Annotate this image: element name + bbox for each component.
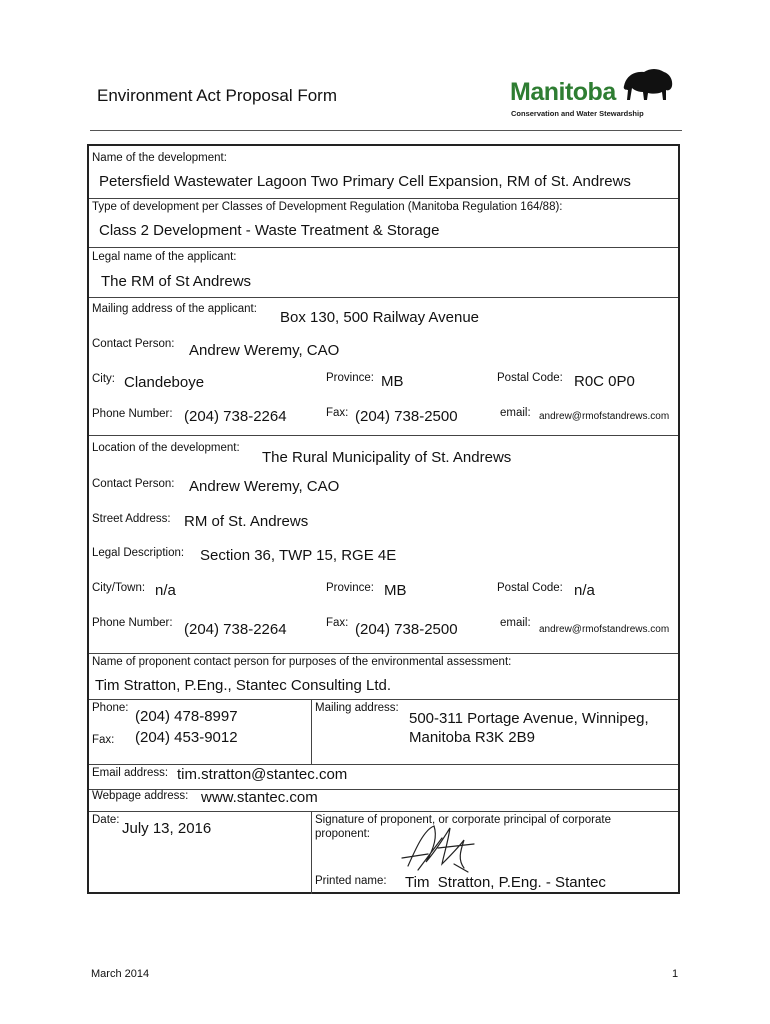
applicant-province-value[interactable]: MB	[381, 373, 404, 390]
applicant-city-label: City:	[92, 373, 115, 385]
proponent-fax-label: Fax:	[92, 734, 115, 746]
proponent-mailing-label: Mailing address:	[315, 702, 399, 714]
location-postal-value[interactable]: n/a	[574, 582, 595, 599]
development-name-label: Name of the development:	[92, 152, 227, 164]
proponent-date-label: Date:	[92, 814, 120, 826]
development-type-label: Type of development per Classes of Development Regulation (Manitoba Regulation 164/88):	[92, 201, 563, 213]
page-title: Environment Act Proposal Form	[97, 86, 337, 105]
development-name-value[interactable]: Petersfield Wastewater Lagoon Two Primary Cell Expansion, RM of St. Andrews	[99, 173, 631, 190]
location-province-label: Province:	[326, 582, 374, 594]
applicant-email-value[interactable]: andrew@rmofstandrews.com	[539, 411, 670, 422]
location-label: Location of the development:	[92, 442, 240, 454]
location-postal-label: Postal Code:	[497, 582, 563, 594]
location-phone-label: Phone Number:	[92, 617, 173, 629]
signature-label-line1: Signature of proponent, or corporate principal of corporate	[315, 814, 611, 826]
applicant-phone-label: Phone Number:	[92, 408, 173, 420]
proponent-email-label: Email address:	[92, 767, 169, 779]
applicant-contact-label: Contact Person:	[92, 338, 175, 350]
proponent-mailing-line2[interactable]: Manitoba R3K 2B9	[409, 729, 535, 746]
applicant-fax-value[interactable]: (204) 738-2500	[355, 408, 458, 425]
proponent-date-value[interactable]: July 13, 2016	[122, 820, 212, 837]
location-legal-desc-label: Legal Description:	[92, 547, 185, 559]
location-province-value[interactable]: MB	[384, 582, 407, 599]
applicant-mailing-label: Mailing address of the applicant:	[92, 303, 257, 315]
location-phone-value[interactable]: (204) 738-2264	[184, 621, 287, 638]
bison-logo-icon	[620, 66, 674, 106]
proponent-web-label: Webpage address:	[92, 790, 189, 802]
location-fax-value[interactable]: (204) 738-2500	[355, 621, 458, 638]
proponent-email-value[interactable]: tim.stratton@stantec.com	[177, 766, 348, 783]
applicant-legal-name-value[interactable]: The RM of St Andrews	[101, 273, 252, 290]
location-street-value[interactable]: RM of St. Andrews	[184, 513, 309, 530]
footer-date: March 2014	[91, 968, 150, 980]
header-rule	[90, 130, 682, 131]
applicant-email-label: email:	[500, 407, 531, 419]
applicant-postal-label: Postal Code:	[497, 372, 563, 384]
development-type-value[interactable]: Class 2 Development - Waste Treatment & Storage	[99, 222, 440, 239]
location-contact-value[interactable]: Andrew Weremy, CAO	[189, 478, 340, 495]
location-value[interactable]: The Rural Municipality of St. Andrews	[262, 449, 512, 466]
signature-label-line2: proponent:	[315, 828, 370, 840]
applicant-mailing-value[interactable]: Box 130, 500 Railway Avenue	[280, 309, 480, 326]
page-number: 1	[672, 968, 679, 980]
location-city-label: City/Town:	[92, 582, 146, 594]
proponent-phone-value[interactable]: (204) 478-8997	[135, 708, 238, 725]
proponent-mailing-line1[interactable]: 500-311 Portage Avenue, Winnipeg,	[409, 710, 649, 727]
applicant-legal-name-label: Legal name of the applicant:	[92, 251, 237, 263]
proponent-name-label: Name of proponent contact person for purposes of the environmental assessment:	[92, 656, 512, 668]
applicant-city-value[interactable]: Clandeboye	[124, 374, 205, 391]
applicant-province-label: Province:	[326, 372, 374, 384]
printed-name-label: Printed name:	[315, 875, 387, 887]
location-email-value[interactable]: andrew@rmofstandrews.com	[539, 624, 670, 635]
location-email-label: email:	[500, 617, 531, 629]
location-legal-desc-value[interactable]: Section 36, TWP 15, RGE 4E	[200, 547, 397, 564]
location-street-label: Street Address:	[92, 513, 171, 525]
proponent-web-value[interactable]: www.stantec.com	[201, 789, 318, 806]
location-contact-label: Contact Person:	[92, 478, 175, 490]
applicant-phone-value[interactable]: (204) 738-2264	[184, 408, 287, 425]
applicant-fax-label: Fax:	[326, 407, 349, 419]
manitoba-logo-subtitle: Conservation and Water Stewardship	[511, 109, 644, 118]
proposal-form	[87, 144, 680, 894]
proponent-name-value[interactable]: Tim Stratton, P.Eng., Stantec Consulting Ltd.	[95, 677, 391, 694]
applicant-postal-value[interactable]: R0C 0P0	[574, 373, 635, 390]
location-city-value[interactable]: n/a	[155, 582, 176, 599]
proponent-fax-value[interactable]: (204) 453-9012	[135, 729, 238, 746]
proponent-phone-label: Phone:	[92, 702, 129, 714]
printed-name-value[interactable]: Tim Stratton, P.Eng. - Stantec	[405, 874, 606, 891]
applicant-contact-value[interactable]: Andrew Weremy, CAO	[189, 342, 340, 359]
signature-icon	[398, 818, 484, 876]
location-fax-label: Fax:	[326, 617, 349, 629]
manitoba-logo-wordmark: Manitoba	[510, 78, 616, 106]
